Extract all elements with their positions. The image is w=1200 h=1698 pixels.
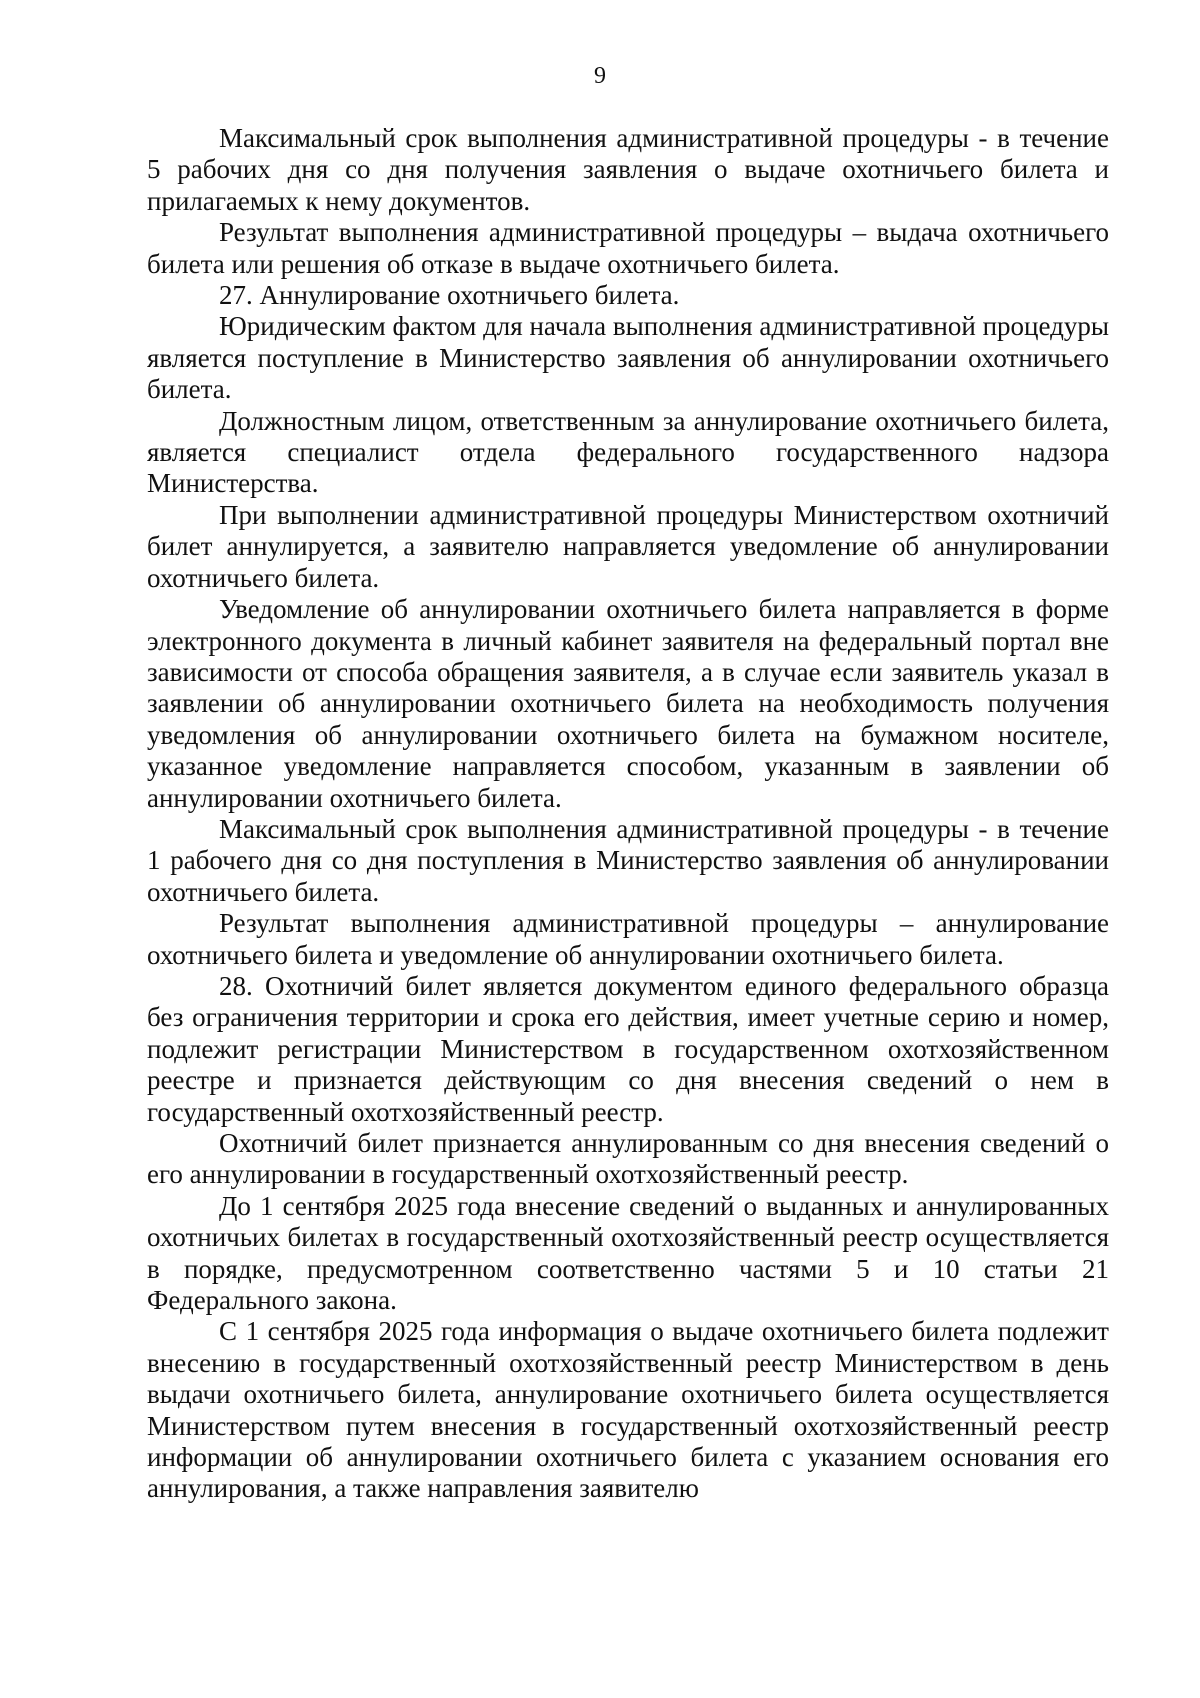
paragraph-section-27-heading: 27. Аннулирование охотничьего билета.: [219, 280, 680, 311]
paragraph-from-sept-2025: С 1 сентября 2025 года информация о выдаче охотничьего билета подлежит внесению в государственный охотхозяйственный реестр Министерством в день выдачи охотничьего билета, аннулирование охотничьего билета осуществляется Министерством путем внесения в государственный охотхозяйственный реестр информации об аннулировании охотничьего билета с указанием основания его аннулирования, а также направления заявителю: [147, 1316, 1109, 1504]
paragraph-procedure-action: При выполнении административной процедуры Министерством охотничий билет аннулируется, а заявителю направляется уведомление об аннулировании охотничьего билета.: [147, 499, 1109, 593]
paragraph-before-sept-2025: До 1 сентября 2025 года внесение сведений о выданных и аннулированных охотничьих билетах в государственный охотхозяйственный реестр осуществляется в порядке, предусмотренном соответственно частями 5 и 10 статьи 21 Федерального закона.: [147, 1190, 1109, 1316]
paragraph-max-term-issue: Максимальный срок выполнения административной процедуры - в течение 5 рабочих дня со дня получения заявления о выдаче охотничьего билета и прилагаемых к нему документов.: [147, 123, 1109, 216]
paragraph-notification-method: Уведомление об аннулировании охотничьего билета направляется в форме электронного документа в личный кабинет заявителя на федеральный портал вне зависимости от способа обращения заявителя, а в случае если заявитель указал в заявлении об аннулировании охотничьего билета на необходимость получения уведомления об аннулировании охотничьего билета на бумажном носителе, указанное уведомление направляется способом, указанным в заявлении об аннулировании охотничьего билета.: [147, 594, 1109, 813]
document-body: [147, 123, 1109, 1505]
paragraph-max-term-annulment: Максимальный срок выполнения административной процедуры - в течение 1 рабочего дня со дня поступления в Министерство заявления об аннулировании охотничьего билета.: [147, 813, 1109, 907]
paragraph-annulled-status: Охотничий билет признается аннулированным со дня внесения сведений о его аннулировании в государственный охотхозяйственный реестр.: [147, 1128, 1109, 1190]
paragraph-result-issue: Результат выполнения административной процедуры – выдача охотничьего билета или решения об отказе в выдаче охотничьего билета.: [147, 217, 1109, 279]
paragraph-legal-basis: Юридическим фактом для начала выполнения административной процедуры является поступление в Министерство заявления об аннулировании охотничьего билета.: [147, 311, 1109, 405]
paragraph-responsible-official: Должностным лицом, ответственным за аннулирование охотничьего билета, является специалист отдела федерального государственного надзора Министерства.: [147, 405, 1109, 499]
paragraph-result-annulment: Результат выполнения административной процедуры – аннулирование охотничьего билета и уведомление об аннулировании охотничьего билета.: [147, 908, 1109, 970]
paragraph-section-28: 28. Охотничий билет является документом единого федерального образца без ограничения территории и срока его действия, имеет учетные серию и номер, подлежит регистрации Министерством в государственном охотхозяйственном реестре и признается действующим со дня внесения сведений о нем в государственный охотхозяйственный реестр.: [147, 970, 1109, 1127]
page-number: 9: [594, 63, 606, 89]
